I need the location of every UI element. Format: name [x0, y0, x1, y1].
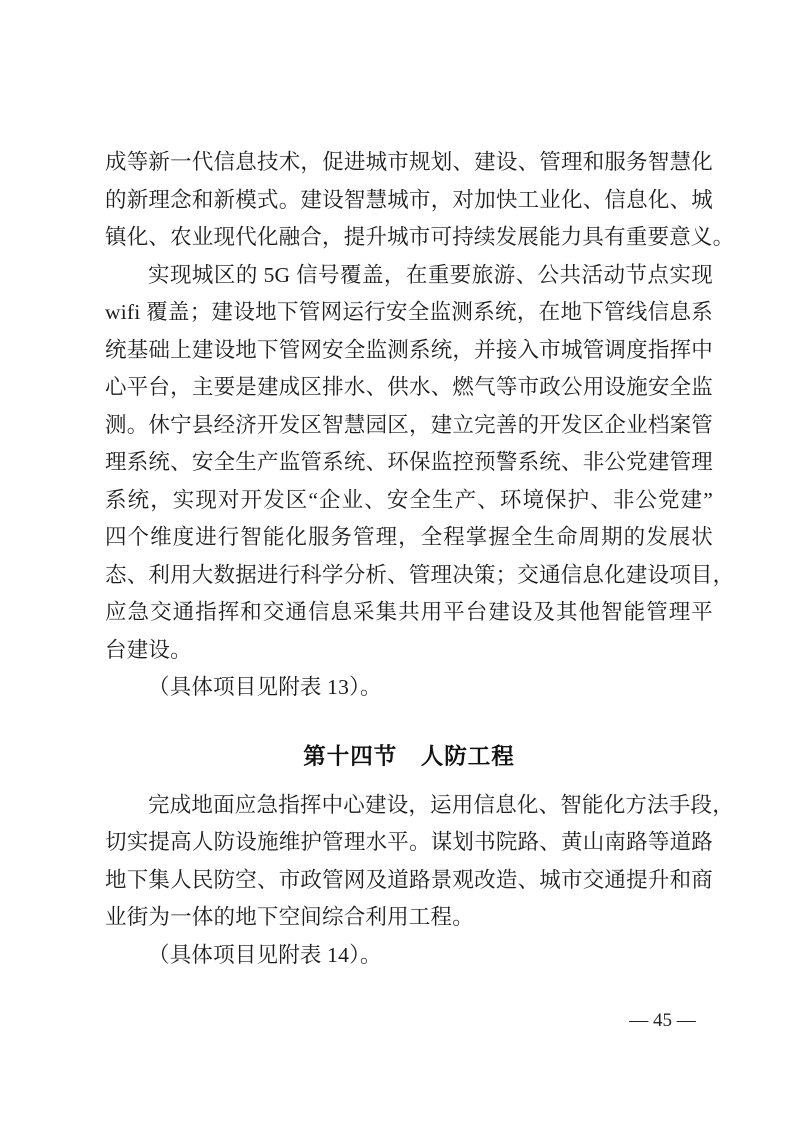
text-line: 切实提高人防设施维护管理水平。谋划书院路、黄山南路等道路 — [105, 830, 713, 854]
text-line: 应急交通指挥和交通信息采集共用平台建设及其他智能管理平 — [105, 600, 713, 624]
paragraph-table13-note — [105, 669, 713, 707]
text-line: 镇化、农业现代化融合，提升城市可持续发展能力具有重要意义。 — [105, 225, 735, 249]
section-heading-civil-air-defense: 第十四节 人防工程 — [303, 743, 515, 769]
paragraph-table14-note — [105, 937, 713, 975]
text-line: 态、利用大数据进行科学分析、管理决策；交通信息化建设项目， — [105, 562, 735, 587]
text-line: 完成地面应急指挥中心建设，运用信息化、智能化方法手段， — [148, 792, 734, 817]
text-line: （具体项目见附表 14）。 — [148, 942, 382, 967]
text-line: 的新理念和新模式。建设智慧城市，对加快工业化、信息化、城 — [105, 187, 713, 212]
document-body — [105, 144, 735, 974]
text-line: 理系统、安全生产监管系统、环保监控预警系统、非公党建管理 — [105, 450, 713, 474]
text-line: 测。休宁县经济开发区智慧园区，建立完善的开发区企业档案管 — [105, 412, 713, 437]
text-line: （具体项目见附表 13）。 — [148, 675, 382, 699]
text-line: 业街为一体的地下空间综合利用工程。 — [105, 905, 474, 929]
text-line: 台建设。 — [105, 637, 192, 662]
text-line: 系统，实现对开发区“企业、安全生产、环境保护、非公党建” — [105, 487, 713, 512]
paragraph-civil-air-defense — [105, 787, 734, 937]
page-number: — 45 — — [629, 1010, 696, 1031]
paragraph-smart-city-continuation — [105, 144, 735, 257]
text-line: 四个维度进行智能化服务管理，全程掌握全生命周期的发展状 — [105, 525, 713, 549]
text-line: 统基础上建设地下管网安全监测系统，并接入市城管调度指挥中 — [105, 337, 713, 362]
text-line: 成等新一代信息技术，促进城市规划、建设、管理和服务智慧化 — [105, 150, 713, 174]
text-line: 地下集人民防空、市政管网及道路景观改造、城市交通提升和商 — [105, 867, 713, 892]
text-line: 心平台，主要是建成区排水、供水、燃气等市政公用设施安全监 — [105, 375, 713, 399]
paragraph-5g-coverage — [105, 257, 735, 670]
text-line: wifi 覆盖；建设地下管网运行安全监测系统，在地下管线信息系 — [105, 300, 713, 324]
text-line: 实现城区的 5G 信号覆盖，在重要旅游、公共活动节点实现 — [148, 262, 713, 287]
